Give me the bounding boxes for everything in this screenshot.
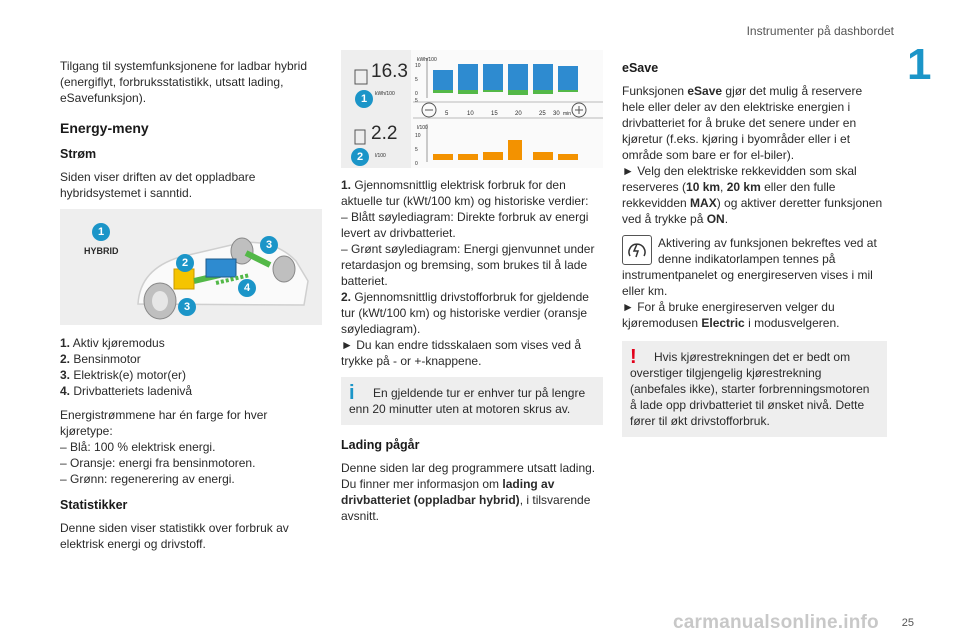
fuel-value: 2.2 (371, 123, 398, 144)
tick-label: 25 (539, 111, 546, 117)
column-2 (341, 58, 603, 532)
section-header: Instrumenter på dashbordet (746, 24, 894, 38)
list-item: 1. Aktiv kjøremodus (60, 336, 165, 350)
info-icon: i (349, 382, 355, 404)
tick-label: 10 (467, 111, 474, 117)
legend-list (60, 335, 322, 399)
tick-label: 5 (415, 147, 418, 153)
statistics-text: Denne siden viser statistikk over forbruk av elektrisk energi og drivstoff. (60, 521, 289, 551)
callout-2: 2 (176, 254, 194, 272)
esave-intro: Funksjonen eSave gjør det mulig å reservere hele eller deler av den elektriske energien i drivbatteriet for å bruke det senere under en kjøretur (f.eks. kjøring i byområder eller i et område som bare er for el-biler). ► Velg den elektriske rekkevidden som skal reserveres (10 km, 20 km eller den fulle rekkevidden MAX) og aktiver deretter funksjonen ved å trykke på ON. (622, 84, 883, 226)
color-blue: – Blå: 100 % elektrisk energi. (60, 440, 216, 454)
column-3 (622, 58, 887, 449)
chapter-number: 1 (907, 40, 932, 89)
watermark: carmanualsonline.info (673, 612, 879, 633)
strom-heading: Strøm (60, 147, 97, 161)
callout-2: 2 (351, 148, 369, 166)
esave-heading: eSave (622, 61, 659, 75)
color-intro: Energistrømmene har én farge for hver kjøretype: (60, 408, 268, 438)
paragraph-1: 1. Gjennomsnittlig elektrisk forbruk for den aktuelle tur (kWt/100 km) og historiske verdier: – Blått søylediagram: Direkte forbruk av energi levert av drivbatteriet. – Grønt søylediagram: Energi gjenvunnet under retardasjon og bremsing, som brukes til å lade batteriet. 2. Gjennomsnittlig drivstofforbruk for gjeldende tur (kWt/100 km) og historiske verdier (oransje søylediagram). ► Du kan endre tidsskalaen som vises ved å trykke på - or +-knappene. (341, 178, 595, 368)
list-item: 2. Bensinmotor (60, 352, 141, 366)
tick-label: 0 (415, 161, 418, 167)
tick-label: 30 (553, 111, 560, 117)
warning-box (622, 341, 887, 437)
tick-label: min (563, 111, 572, 117)
hybrid-figure (60, 209, 322, 325)
energy-menu-heading: Energy-meny (60, 120, 149, 136)
tick-label: 20 (515, 111, 522, 117)
tick-label: 5 (415, 98, 418, 104)
info-box (341, 377, 603, 425)
hybrid-label: HYBRID (84, 246, 119, 256)
bottom-axis-unit: l/100 (417, 125, 428, 131)
column-1 (60, 58, 322, 560)
color-orange: – Oransje: energi fra bensinmotoren. (60, 456, 256, 470)
color-list (60, 407, 322, 487)
esave-activation: Aktivering av funksjonen bekreftes ved at denne indikatorlampen tennes på instrumentpanelet og energireserven vises i mil eller km. ► For å bruke energireserven velger du kjøremodusen Electric i modusvelgeren. (622, 236, 877, 330)
top-axis-unit: kWh/100 (417, 57, 437, 63)
tick-label: 15 (491, 111, 498, 117)
statistics-figure (341, 50, 603, 168)
electric-unit: kWh/100 (375, 91, 395, 97)
list-item: 4. Drivbatteriets ladenivå (60, 384, 193, 398)
esave-indicator-icon (622, 235, 652, 265)
warning-icon: ! (630, 346, 637, 368)
charging-text: Denne siden lar deg programmere utsatt lading. Du finner mer informasjon om lading av drivbatteriet (oppladbar hybrid), i tilsvarende avsnitt. (341, 461, 596, 523)
list-item: 3. Elektrisk(e) motor(er) (60, 368, 187, 382)
tick-label: 5 (415, 77, 418, 83)
color-green: – Grønn: regenerering av energi. (60, 472, 235, 486)
page-number: 25 (901, 617, 914, 629)
callout-1: 1 (355, 90, 373, 108)
warning-text: Hvis kjørestrekningen det er bedt om overstiger tilgjengelig kjørestrekning (anbefales ikke), starter forbrenningsmotoren å lade opp drivbatteriet til ønsket nivå. Dette fører til økt drivstofforbruk. (630, 350, 870, 428)
callout-3: 3 (260, 236, 278, 254)
electric-value: 16.3 (371, 61, 408, 82)
tick-label: 5 (445, 111, 449, 117)
callout-1: 1 (92, 223, 110, 241)
charging-heading: Lading pågår (341, 438, 420, 452)
tick-label: 10 (415, 133, 421, 139)
fuel-unit: l/100 (375, 153, 386, 159)
callout-3b: 3 (178, 298, 196, 316)
tick-label: 0 (415, 91, 418, 97)
intro-text: Tilgang til systemfunksjonene for ladbar hybrid (energiflyt, forbruksstatistikk, utsatt lading, eSavefunksjon). (60, 59, 308, 105)
info-text: En gjeldende tur er enhver tur på lengre enn 20 minutter uten at motoren skrus av. (349, 386, 586, 416)
callout-4: 4 (238, 279, 256, 297)
tick-label: 10 (415, 63, 421, 69)
strom-text: Siden viser driften av det oppladbare hybridsystemet i sanntid. (60, 170, 256, 200)
statistics-heading: Statistikker (60, 498, 128, 512)
